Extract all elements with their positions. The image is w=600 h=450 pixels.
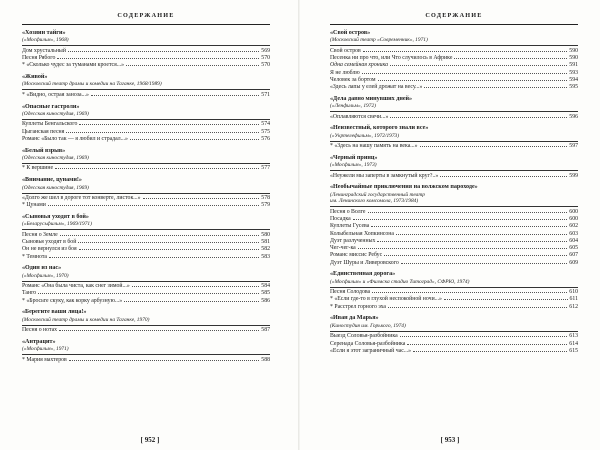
dot-leader — [69, 360, 260, 361]
dot-leader — [358, 248, 568, 249]
contents-entry — [22, 265, 270, 305]
item-title: * «Видно, острая заноза...» — [22, 91, 89, 98]
dot-leader — [126, 65, 259, 66]
contents-item[interactable] — [330, 341, 578, 348]
entry-rule — [22, 45, 270, 46]
item-title: Дуэт разлученных — [330, 237, 376, 244]
contents-entry — [22, 104, 270, 144]
item-title: Песня о Земле — [22, 231, 58, 238]
entry-rule — [22, 193, 270, 194]
entry-title: «Неизвестный, которого знали все» — [330, 125, 429, 132]
entry-source: («Мосфильм», 1971) — [22, 346, 69, 353]
contents-item[interactable] — [22, 232, 270, 239]
dot-leader — [420, 146, 568, 147]
entry-title: «Дела давно минувших дней» — [330, 95, 413, 102]
item-page-number: 574 — [261, 121, 270, 128]
contents-entry — [22, 214, 270, 261]
item-page-number: 593 — [569, 69, 578, 76]
item-title: Чег-чег-ка — [330, 245, 356, 252]
item-page-number: 605 — [569, 245, 578, 252]
item-page-number: 612 — [569, 303, 578, 310]
entry-title: «Свой остров» — [330, 30, 371, 36]
dot-leader — [424, 87, 567, 88]
item-title: * К вершине — [22, 165, 54, 172]
entry-rule — [22, 354, 270, 355]
dot-leader — [59, 330, 259, 331]
item-title: Выезд Соловья-разбойника — [330, 333, 398, 340]
item-title: * «Если где-то в глухой неспокойной ночи...» — [330, 296, 442, 303]
dot-leader — [368, 212, 568, 213]
entry-title: «Внимание, цунами!» — [22, 177, 82, 184]
item-page-number: 582 — [261, 246, 270, 253]
dot-leader — [124, 301, 259, 302]
item-title: Я не люблю — [330, 69, 360, 76]
entry-title: «Сыновья уходят в бой» — [22, 213, 89, 220]
contents-entry — [330, 315, 578, 355]
entry-source: (Московский театр «Современник», 1971) — [330, 37, 428, 44]
contents-entry — [330, 184, 578, 267]
item-page-number: 603 — [569, 230, 578, 237]
item-page-number: 576 — [261, 135, 270, 142]
item-page-number: 596 — [569, 113, 578, 120]
dot-leader — [401, 263, 567, 264]
contents-item[interactable] — [22, 283, 270, 290]
dot-leader — [454, 58, 567, 59]
dot-leader — [68, 51, 259, 52]
dot-leader — [372, 292, 567, 293]
item-page-number: 583 — [261, 253, 270, 260]
dot-leader — [440, 176, 567, 177]
contents-item[interactable] — [22, 48, 270, 55]
item-page-number: 581 — [261, 239, 270, 245]
item-title: Романс «Было так — я любил и страдал...» — [22, 135, 128, 142]
item-title: Человек за бортом — [330, 76, 376, 83]
dot-leader — [66, 132, 259, 133]
item-title: * «Сколько чудес за туманами кроется...» — [22, 62, 125, 69]
entry-source: (Киностудия им. Горького, 1974) — [330, 322, 406, 329]
entry-rule — [22, 281, 270, 282]
item-title: «Если я этот заграничный час...» — [330, 347, 412, 354]
dot-leader — [362, 73, 568, 74]
contents-item[interactable] — [22, 165, 270, 172]
item-page-number: 587 — [261, 327, 270, 334]
dot-leader — [143, 198, 260, 199]
dot-leader — [55, 168, 259, 169]
entry-source: им. Ленинского комсомола, 1973/1984) — [330, 198, 419, 205]
item-title: «Оплавляются свечи...» — [330, 113, 389, 120]
dot-leader — [353, 219, 568, 220]
entry-title: «Антрацит» — [22, 338, 56, 345]
entry-source: (Московский театр драмы и комедии на Таганке, 1968/1989) — [22, 81, 162, 88]
item-title: Песня Рябого — [22, 55, 56, 62]
entry-rule — [330, 331, 578, 332]
item-title: Танго — [22, 290, 37, 297]
item-page-number: 609 — [569, 259, 578, 266]
item-page-number: 599 — [569, 172, 578, 179]
dot-leader — [57, 58, 259, 59]
item-title: * «Бросьте скуку, как корку арбузную...» — [22, 297, 123, 304]
contents-entry — [330, 155, 578, 180]
dot-leader — [38, 293, 259, 294]
dot-leader — [60, 235, 260, 236]
item-title: Куплеты Гусева — [330, 223, 370, 230]
dot-leader — [79, 249, 260, 250]
item-page-number: 615 — [569, 347, 578, 354]
item-title: * Расстрел горного эха — [330, 303, 386, 310]
item-page-number: 597 — [569, 143, 578, 150]
contents-entry — [22, 177, 270, 209]
entry-source: (Ленинградский государственный театр — [330, 191, 425, 198]
item-title: Песня Солодова — [330, 289, 371, 296]
entry-rule — [22, 119, 270, 120]
contents-item[interactable] — [22, 357, 270, 364]
item-title: Колыбельная Хопкинсона — [330, 230, 394, 237]
contents-item[interactable] — [330, 62, 578, 69]
contents-item[interactable] — [22, 202, 270, 209]
contents-item[interactable] — [330, 84, 578, 91]
item-page-number: 600 — [569, 208, 578, 215]
contents-item[interactable] — [330, 70, 578, 77]
contents-item[interactable] — [330, 173, 578, 180]
contents-item[interactable] — [22, 129, 270, 136]
item-page-number: 570 — [261, 62, 270, 69]
item-title: Песенка ни про что, или Что случилось в Африке — [330, 55, 453, 62]
entry-source: (Московский театр драмы и комедии на Таганке, 1970) — [22, 316, 150, 323]
item-page-number: 591 — [569, 62, 578, 69]
item-title: Свой остров — [330, 47, 361, 54]
contents-item[interactable] — [22, 246, 270, 253]
item-page-number: 588 — [261, 356, 270, 363]
item-title: Дом хрустальный — [22, 47, 66, 54]
item-title: Романс «Она была чиста, как снег зимой...» — [22, 283, 130, 290]
contents-item[interactable] — [22, 136, 270, 143]
item-title: * Цунами — [22, 202, 46, 209]
dot-leader — [91, 95, 259, 96]
contents-item[interactable] — [22, 92, 270, 99]
item-page-number: 602 — [569, 223, 578, 230]
item-page-number: 578 — [261, 194, 270, 201]
item-title: «Здесь лапы у елей дрожат на весу...» — [330, 84, 423, 91]
item-page-number: 570 — [261, 55, 270, 62]
dot-leader — [407, 344, 567, 345]
item-page-number: 579 — [261, 202, 270, 209]
header-rule — [330, 24, 578, 25]
entry-title: «Хозяин тайги» — [22, 30, 66, 36]
item-page-number: 610 — [569, 289, 578, 296]
dot-leader — [49, 257, 259, 258]
item-title: * Мария махтеров — [22, 356, 67, 363]
dot-leader — [371, 226, 567, 227]
item-title: * «Здесь на нашу память на века...» — [330, 143, 418, 150]
item-title: Серенада Соловья-разбойника — [330, 340, 406, 347]
dot-leader — [363, 51, 568, 52]
contents-item[interactable] — [22, 298, 270, 305]
entry-source: («Мосфильм», 1968) — [22, 37, 69, 44]
item-page-number: 586 — [261, 297, 270, 304]
dot-leader — [444, 299, 568, 300]
entry-title: «Живой» — [22, 74, 48, 81]
running-header: СОДЕРЖАНИЕ — [117, 12, 175, 19]
item-page-number: 571 — [261, 91, 270, 98]
contents-item[interactable] — [330, 114, 578, 121]
contents-item[interactable] — [22, 327, 270, 334]
page-number: [ 953 ] — [440, 436, 460, 444]
item-page-number: 590 — [569, 55, 578, 62]
item-page-number: 577 — [261, 165, 270, 172]
item-page-number: 569 — [261, 47, 270, 54]
running-header: СОДЕРЖАНИЕ — [425, 12, 483, 19]
contents-item[interactable] — [330, 333, 578, 340]
item-page-number: 614 — [569, 340, 578, 347]
entry-source: («Беларусьфильм», 1969/1971) — [22, 221, 92, 228]
entry-source: (Одесская киностудия, 1969) — [22, 155, 89, 162]
contents-entry — [22, 148, 270, 173]
contents-item[interactable] — [330, 48, 578, 55]
item-title: Песня о Волге — [330, 208, 366, 215]
entry-rule — [330, 170, 578, 171]
item-title: «Неужели мы заперты в замкнутый круг?..» — [330, 172, 439, 179]
item-page-number: 600 — [569, 215, 578, 222]
item-page-number: 580 — [261, 231, 270, 238]
item-page-number: 613 — [569, 333, 578, 340]
contents-item[interactable] — [22, 254, 270, 261]
page-number: [ 952 ] — [140, 436, 160, 444]
contents-item[interactable] — [22, 290, 270, 297]
contents-list — [22, 30, 270, 364]
contents-item[interactable] — [330, 231, 578, 238]
item-title: Дуэт Шуры и Ливеровского — [330, 259, 399, 266]
dot-leader — [400, 336, 568, 337]
entry-title: «Белый взрыв» — [22, 147, 66, 154]
dot-leader — [390, 117, 567, 118]
item-title: Куплеты Бенгальского — [22, 121, 78, 128]
entry-title: «Опасные гастроли» — [22, 103, 80, 110]
entry-rule — [330, 287, 578, 288]
dot-leader — [390, 65, 567, 66]
contents-item[interactable] — [22, 62, 270, 69]
entry-source: (Одесская киностудия, 1969) — [22, 184, 89, 191]
entry-title: «Единственная дорога» — [330, 271, 396, 278]
dot-leader — [413, 351, 567, 352]
entry-source: («Мосфильм» и «Филмска стадио Титоград», СФРЮ, 1974) — [330, 278, 470, 285]
contents-item[interactable] — [330, 238, 578, 245]
entry-source: (Одесская киностудия, 1969) — [22, 110, 89, 117]
entry-rule — [330, 141, 578, 142]
entry-source: («Мосфильм», 1970) — [22, 272, 69, 279]
entry-title: «Берегите ваши лица!» — [22, 309, 87, 316]
dot-leader — [132, 286, 260, 287]
contents-item[interactable] — [330, 304, 578, 311]
contents-entry — [22, 30, 270, 70]
contents-item[interactable] — [330, 223, 578, 230]
contents-entry — [330, 271, 578, 311]
item-title: Он не вернулся из боя — [22, 246, 77, 253]
entry-source: («Укртелефильм», 1972/1973) — [330, 132, 400, 139]
entry-rule — [330, 45, 578, 46]
dot-leader — [384, 255, 567, 256]
contents-entry — [330, 30, 578, 92]
item-page-number: 604 — [569, 237, 578, 244]
entry-title: «Черный принц» — [330, 154, 378, 161]
dot-leader — [377, 241, 567, 242]
contents-list — [330, 30, 578, 355]
item-title: Одна семейная хроника — [330, 62, 388, 69]
item-title: Цыганская песня — [22, 128, 65, 135]
contents-item[interactable] — [330, 296, 578, 303]
item-page-number: 590 — [569, 47, 578, 54]
item-title: Посадка — [330, 215, 351, 222]
dot-leader — [378, 80, 568, 81]
contents-entry — [22, 339, 270, 364]
contents-item[interactable] — [22, 195, 270, 202]
entry-rule — [22, 89, 270, 90]
dot-leader — [396, 234, 567, 235]
item-title: Песня о нотах — [22, 327, 58, 334]
entry-source: («Ленфильм», 1972) — [330, 103, 376, 110]
contents-item[interactable] — [330, 216, 578, 223]
contents-entry — [330, 96, 578, 121]
dot-leader — [79, 124, 259, 125]
contents-entry — [22, 309, 270, 334]
item-page-number: 607 — [569, 252, 578, 259]
item-page-number: 575 — [261, 128, 270, 135]
contents-item[interactable] — [330, 209, 578, 216]
entry-title: «Один из нас» — [22, 265, 62, 272]
contents-entry — [22, 74, 270, 99]
contents-item[interactable] — [330, 143, 578, 150]
contents-item[interactable] — [330, 348, 578, 355]
dot-leader — [130, 139, 259, 140]
right-page — [300, 0, 600, 450]
item-title: «Долго же шел в дороге тот конверте, листок...» — [22, 194, 141, 201]
entry-rule — [22, 325, 270, 326]
item-title: Сыновья уходят в бой — [22, 239, 77, 245]
entry-source: («Мосфильм», 1973) — [330, 162, 377, 169]
contents-item[interactable] — [22, 121, 270, 128]
entry-rule — [22, 163, 270, 164]
item-page-number: 595 — [569, 84, 578, 91]
contents-item[interactable] — [330, 252, 578, 259]
entry-rule — [22, 229, 270, 230]
entry-title: «Иван да Марья» — [330, 315, 379, 322]
contents-item[interactable] — [22, 55, 270, 62]
item-page-number: 594 — [569, 76, 578, 83]
item-page-number: 584 — [261, 283, 270, 290]
header-rule — [22, 24, 270, 25]
dot-leader — [388, 307, 567, 308]
item-title: Романс миссис Ребус — [330, 252, 383, 259]
dot-leader — [78, 242, 259, 243]
item-title: * Темнота — [22, 253, 48, 260]
contents-entry — [330, 125, 578, 150]
contents-item[interactable] — [330, 260, 578, 267]
entry-rule — [330, 111, 578, 112]
dot-leader — [48, 205, 259, 206]
item-page-number: 611 — [569, 296, 578, 303]
entry-title: «Необычайные приключения на волжском пароходе» — [330, 184, 478, 191]
item-page-number: 585 — [261, 290, 270, 297]
entry-rule — [330, 206, 578, 207]
